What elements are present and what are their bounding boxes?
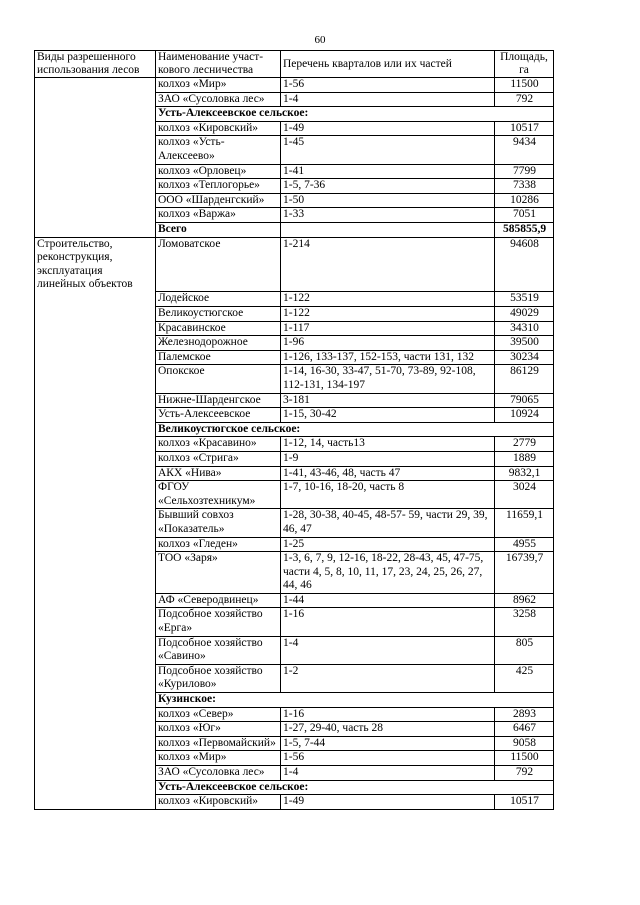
forestry-cell: колхоз «Усть-Алексеево» <box>156 136 281 164</box>
header-usage: Виды разрешенного использования лесов <box>35 51 156 78</box>
table-row <box>35 466 554 481</box>
forestry-cell: Подсобное хозяйство «Савино» <box>156 636 281 664</box>
group-row <box>35 780 554 795</box>
group-title: Усть-Алексеевское сельское: <box>156 107 554 122</box>
usage-cell-empty <box>35 766 156 781</box>
quarters-cell: 1-96 <box>281 336 495 351</box>
area-cell: 3258 <box>495 608 554 636</box>
forestry-cell: колхоз «Мир» <box>156 751 281 766</box>
usage-cell-empty <box>35 693 156 708</box>
usage-cell-empty <box>35 636 156 664</box>
forestry-cell: АКХ «Нива» <box>156 466 281 481</box>
forestry-cell: колхоз «Мир» <box>156 78 281 93</box>
area-cell: 10517 <box>495 795 554 810</box>
table-row <box>35 321 554 336</box>
forestry-cell: Опокское <box>156 365 281 393</box>
area-cell: 9832,1 <box>495 466 554 481</box>
area-cell: 3024 <box>495 481 554 509</box>
table-row <box>35 208 554 223</box>
area-cell: 1889 <box>495 451 554 466</box>
quarters-cell: 1-7, 10-16, 18-20, часть 8 <box>281 481 495 509</box>
group-row <box>35 107 554 122</box>
quarters-cell: 1-4 <box>281 636 495 664</box>
area-cell: 10924 <box>495 408 554 423</box>
quarters-cell: 1-5, 7-44 <box>281 736 495 751</box>
quarters-cell: 1-56 <box>281 78 495 93</box>
quarters-cell: 1-33 <box>281 208 495 223</box>
quarters-cell: 1-14, 16-30, 33-47, 51-70, 73-89, 92-108, 112-131, 134-197 <box>281 365 495 393</box>
quarters-cell: 1-126, 133-137, 152-153, части 131, 132 <box>281 350 495 365</box>
usage-cell-empty <box>35 121 156 136</box>
quarters-cell: 1-16 <box>281 608 495 636</box>
table-row <box>35 437 554 452</box>
usage-cell-empty <box>35 393 156 408</box>
usage-cell-empty <box>35 307 156 322</box>
quarters-cell: 1-41, 43-46, 48, часть 47 <box>281 466 495 481</box>
table-body <box>35 78 554 810</box>
quarters-cell: 1-50 <box>281 193 495 208</box>
usage-cell-empty <box>35 736 156 751</box>
quarters-cell: 1-45 <box>281 136 495 164</box>
quarters-cell: 1-5, 7-36 <box>281 179 495 194</box>
forestry-cell: колхоз «Варжа» <box>156 208 281 223</box>
table-row <box>35 509 554 537</box>
quarters-cell: 1-56 <box>281 751 495 766</box>
forestry-cell: Великоустюгское <box>156 307 281 322</box>
usage-cell-empty <box>35 509 156 537</box>
usage-cell-empty <box>35 422 156 437</box>
forestry-cell: ООО «Шарденгский» <box>156 193 281 208</box>
usage-cell-empty <box>35 722 156 737</box>
usage-cell-empty <box>35 481 156 509</box>
usage-cell-empty <box>35 408 156 423</box>
usage-cell-empty <box>35 222 156 237</box>
group-title: Кузинское: <box>156 693 554 708</box>
usage-cell-empty <box>35 208 156 223</box>
quarters-cell: 1-117 <box>281 321 495 336</box>
usage-cell-empty <box>35 336 156 351</box>
usage-cell-empty <box>35 780 156 795</box>
usage-cell-empty <box>35 795 156 810</box>
forestry-cell: колхоз «Теплогорье» <box>156 179 281 194</box>
quarters-cell: 1-41 <box>281 164 495 179</box>
quarters-cell: 3-181 <box>281 393 495 408</box>
table-row <box>35 664 554 692</box>
usage-cell-empty <box>35 437 156 452</box>
quarters-cell: 1-122 <box>281 292 495 307</box>
table-header-row <box>35 51 554 78</box>
area-cell: 792 <box>495 766 554 781</box>
quarters-cell: 1-4 <box>281 766 495 781</box>
quarters-cell <box>281 222 495 237</box>
table-row <box>35 92 554 107</box>
forestry-cell: Красавинское <box>156 321 281 336</box>
usage-cell-empty <box>35 664 156 692</box>
usage-cell-empty <box>35 466 156 481</box>
table-row <box>35 795 554 810</box>
area-cell: 16739,7 <box>495 552 554 594</box>
area-cell: 39500 <box>495 336 554 351</box>
area-cell: 10517 <box>495 121 554 136</box>
area-cell: 11659,1 <box>495 509 554 537</box>
forestry-cell: колхоз «Красавино» <box>156 437 281 452</box>
area-cell: 7051 <box>495 208 554 223</box>
usage-cell-empty <box>35 321 156 336</box>
quarters-cell: 1-3, 6, 7, 9, 12-16, 18-22, 28-43, 45, 47-75, части 4, 5, 8, 10, 11, 17, 23, 24, 25, 26, 27, 44, 46 <box>281 552 495 594</box>
area-cell: 9058 <box>495 736 554 751</box>
area-cell: 2779 <box>495 437 554 452</box>
quarters-cell: 1-27, 29-40, часть 28 <box>281 722 495 737</box>
quarters-cell: 1-49 <box>281 795 495 810</box>
usage-cell-empty <box>35 451 156 466</box>
table-row <box>35 707 554 722</box>
area-cell: 7799 <box>495 164 554 179</box>
quarters-cell: 1-25 <box>281 537 495 552</box>
table-row <box>35 393 554 408</box>
table-row <box>35 179 554 194</box>
usage-cell-empty <box>35 78 156 93</box>
table-row <box>35 336 554 351</box>
quarters-cell: 1-16 <box>281 707 495 722</box>
group-row <box>35 693 554 708</box>
area-cell: 425 <box>495 664 554 692</box>
usage-cell-empty <box>35 350 156 365</box>
usage-cell-empty <box>35 179 156 194</box>
quarters-cell: 1-28, 30-38, 40-45, 48-57- 59, части 29, 39, 46, 47 <box>281 509 495 537</box>
table-row <box>35 164 554 179</box>
usage-cell-empty <box>35 608 156 636</box>
area-cell: 11500 <box>495 751 554 766</box>
area-cell: 2893 <box>495 707 554 722</box>
area-cell: 805 <box>495 636 554 664</box>
header-quarters: Перечень кварталов или их частей <box>281 51 495 78</box>
forestry-cell: колхоз «Юг» <box>156 722 281 737</box>
table-row <box>35 451 554 466</box>
group-title: Усть-Алексеевское сельское: <box>156 780 554 795</box>
group-title: Великоустюгское сельское: <box>156 422 554 437</box>
quarters-cell: 1-49 <box>281 121 495 136</box>
quarters-cell: 1-15, 30-42 <box>281 408 495 423</box>
usage-cell-empty <box>35 92 156 107</box>
forestry-cell: Палемское <box>156 350 281 365</box>
table-row <box>35 307 554 322</box>
forestry-cell: АФ «Северодвинец» <box>156 593 281 608</box>
forestry-cell: колхоз «Кировский» <box>156 121 281 136</box>
table-row <box>35 136 554 164</box>
forestry-cell: Бывший совхоз «Показатель» <box>156 509 281 537</box>
forestry-cell: колхоз «Север» <box>156 707 281 722</box>
area-cell: 79065 <box>495 393 554 408</box>
area-cell: 94608 <box>495 237 554 292</box>
forestry-cell: колхоз «Первомайский» <box>156 736 281 751</box>
usage-cell-empty <box>35 751 156 766</box>
quarters-cell: 1-2 <box>281 664 495 692</box>
area-cell: 10286 <box>495 193 554 208</box>
usage-cell-empty <box>35 552 156 594</box>
header-area: Площадь, га <box>495 51 554 78</box>
area-cell: 49029 <box>495 307 554 322</box>
forestry-cell: колхоз «Кировский» <box>156 795 281 810</box>
area-cell: 53519 <box>495 292 554 307</box>
area-cell: 30234 <box>495 350 554 365</box>
forestry-cell: ЗАО «Сусоловка лес» <box>156 92 281 107</box>
area-cell: 34310 <box>495 321 554 336</box>
forestry-cell: колхоз «Стрига» <box>156 451 281 466</box>
quarters-cell: 1-12, 14, часть13 <box>281 437 495 452</box>
usage-cell: Строительство, реконструкция, эксплуатация линейных объектов <box>35 237 156 292</box>
area-cell: 7338 <box>495 179 554 194</box>
table-row <box>35 593 554 608</box>
usage-cell-empty <box>35 107 156 122</box>
forestry-cell: ЗАО «Сусоловка лес» <box>156 766 281 781</box>
forestry-cell: колхоз «Орловец» <box>156 164 281 179</box>
area-cell: 8962 <box>495 593 554 608</box>
usage-cell-empty <box>35 707 156 722</box>
forestry-cell: Ломоватское <box>156 237 281 292</box>
group-row <box>35 422 554 437</box>
usage-cell-empty <box>35 593 156 608</box>
area-cell: 9434 <box>495 136 554 164</box>
quarters-cell: 1-44 <box>281 593 495 608</box>
table-row <box>35 722 554 737</box>
usage-cell-empty <box>35 292 156 307</box>
quarters-cell: 1-122 <box>281 307 495 322</box>
usage-cell-empty <box>35 365 156 393</box>
forestry-cell: Подсобное хозяйство «Ерга» <box>156 608 281 636</box>
forestry-cell: ТОО «Заря» <box>156 552 281 594</box>
forestry-cell: Лодейское <box>156 292 281 307</box>
forestry-cell: Всего <box>156 222 281 237</box>
area-cell: 11500 <box>495 78 554 93</box>
table-row <box>35 292 554 307</box>
quarters-cell: 1-214 <box>281 237 495 292</box>
table-row <box>35 552 554 594</box>
table-row <box>35 608 554 636</box>
table-row <box>35 78 554 93</box>
forestry-cell: ФГОУ «Сельхозтехникум» <box>156 481 281 509</box>
forest-usage-table <box>34 50 554 810</box>
area-cell: 86129 <box>495 365 554 393</box>
table-row <box>35 237 554 292</box>
table-row <box>35 121 554 136</box>
area-cell: 6467 <box>495 722 554 737</box>
forestry-cell: Подсобное хозяйство «Курилово» <box>156 664 281 692</box>
area-cell: 4955 <box>495 537 554 552</box>
usage-cell-empty <box>35 136 156 164</box>
table-row <box>35 636 554 664</box>
usage-cell-empty <box>35 193 156 208</box>
table-row <box>35 537 554 552</box>
forestry-cell: колхоз «Гледен» <box>156 537 281 552</box>
usage-cell-empty <box>35 164 156 179</box>
forestry-cell: Железнодорожное <box>156 336 281 351</box>
page-number: 60 <box>314 34 326 46</box>
header-forestry: Наименование участ-кового лесничества <box>156 51 281 78</box>
total-row <box>35 222 554 237</box>
table-row <box>35 736 554 751</box>
table-row <box>35 481 554 509</box>
usage-cell-empty <box>35 537 156 552</box>
quarters-cell: 1-9 <box>281 451 495 466</box>
table-row <box>35 766 554 781</box>
forestry-cell: Нижне-Шарденгское <box>156 393 281 408</box>
table-row <box>35 408 554 423</box>
area-cell: 585855,9 <box>495 222 554 237</box>
table-row <box>35 751 554 766</box>
table-row <box>35 193 554 208</box>
forestry-cell: Усть-Алексеевское <box>156 408 281 423</box>
table-row <box>35 365 554 393</box>
area-cell: 792 <box>495 92 554 107</box>
quarters-cell: 1-4 <box>281 92 495 107</box>
table-row <box>35 350 554 365</box>
